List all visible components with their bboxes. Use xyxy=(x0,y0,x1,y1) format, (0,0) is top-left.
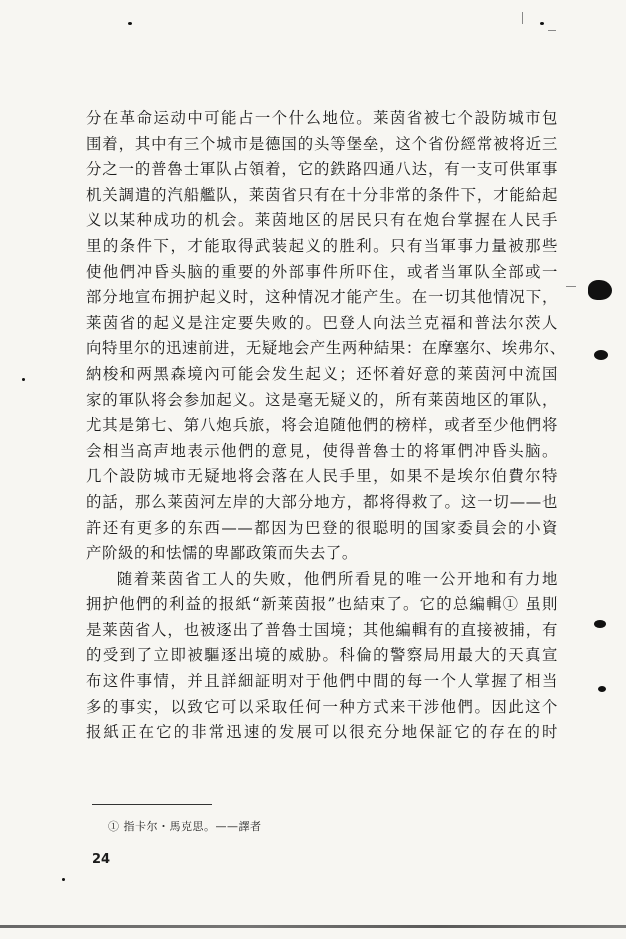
text-line: 会相当高声地表示他們的意見，使得普魯士的将軍們冲昏头脑。 xyxy=(86,441,558,460)
text-line: 分之一的普魯士軍队占領着，它的鉄路四通八达，有一支可供軍事 xyxy=(86,160,558,179)
text-line: 分在革命运动中可能占一个什么地位。莱茵省被七个設防城市包 xyxy=(86,109,558,127)
ink-blot-artifact xyxy=(598,686,606,692)
footnote-divider xyxy=(92,804,212,805)
text-line: 部分地宣布拥护起义时，这种情况才能产生。在一切其他情况下， xyxy=(86,288,558,307)
text-line: 家的軍队将会参加起义。这是毫无疑义的，所有莱茵地区的軍队， xyxy=(86,390,558,409)
text-line: 义以某种成功的机会。莱茵地区的居民只有在炮台掌握在人民手 xyxy=(86,211,558,230)
text-line: 莱茵省的起义是注定要失败的。巴登人向法兰克福和普法尔茨人 xyxy=(86,313,558,332)
scan-mark xyxy=(522,12,523,24)
paragraph-first-line: 随着莱茵省工人的失败，他們所看見的唯一公开地和有力地 xyxy=(116,569,558,588)
ink-blot-artifact xyxy=(594,620,606,628)
text-line: 拥护他們的利益的报紙“新莱茵报”也結束了。它的总編輯① 虽則 xyxy=(86,595,558,614)
text-line: 布这件事情，并且詳細証明对于他們中間的每一个人掌握了相当 xyxy=(86,672,558,691)
body-text xyxy=(86,106,566,746)
ink-blot-artifact xyxy=(128,22,132,25)
text-line: 多的事实，以致它可以采取任何一种方式来干涉他們。因此这个 xyxy=(86,697,558,716)
ink-blot-artifact xyxy=(22,378,25,381)
text-line: 机关調遣的汽船艦队，莱茵省只有在十分非常的条件下，才能給起 xyxy=(86,185,558,204)
text-line: 的話，那么莱茵河左岸的大部分地方，都将得救了。这一切——也 xyxy=(86,492,558,511)
text-line: 尤其是第七、第八炮兵旅，将会追随他們的榜样，或者至少他們将 xyxy=(86,416,558,435)
page-bottom-edge xyxy=(0,925,626,928)
scan-mark xyxy=(566,286,576,287)
text-line: 納梭和两黑森境內可能会发生起义；还怀着好意的莱茵河中流国 xyxy=(86,364,558,383)
scan-mark xyxy=(548,30,556,31)
ink-blot-artifact xyxy=(594,350,608,360)
ink-blot-artifact xyxy=(588,280,612,300)
text-line: 是莱茵省人，也被逐出了普魯士国境；其他編輯有的直接被捕，有 xyxy=(86,620,558,639)
text-line: 几个設防城市无疑地将会落在人民手里，如果不是埃尔伯費尔特 xyxy=(86,467,558,486)
text-line: 使他們冲昏头脑的重要的外部事件所吓住，或者当軍队全部或一 xyxy=(86,262,558,281)
text-line: 向特里尔的迅速前进，无疑地会产生两种結果：在摩塞尔、埃弗尔、 xyxy=(86,339,566,358)
text-line: 里的条件下，才能取得武装起义的胜利。只有当軍事力量被那些 xyxy=(86,236,558,255)
text-line: 报紙正在它的非常迅速的发展可以很充分地保証它的存在的时 xyxy=(86,723,558,742)
ink-blot-artifact xyxy=(540,22,544,25)
text-line: 的受到了立即被驅逐出境的威胁。科倫的警察局用最大的天真宣 xyxy=(86,646,558,665)
ink-blot-artifact xyxy=(62,878,65,881)
footnote: ① 指卡尔・馬克思。——譯者 xyxy=(108,820,262,833)
text-line: 围着，其中有三个城市是德国的头等堡垒，这个省份經常被将近三 xyxy=(86,134,558,153)
text-line: 产阶級的和怯懦的卑鄙政策而失去了。 xyxy=(86,544,358,563)
page-number: 24 xyxy=(92,852,111,867)
text-line: 許还有更多的东西——都因为巴登的很聪明的国家委員会的小資 xyxy=(86,518,558,537)
